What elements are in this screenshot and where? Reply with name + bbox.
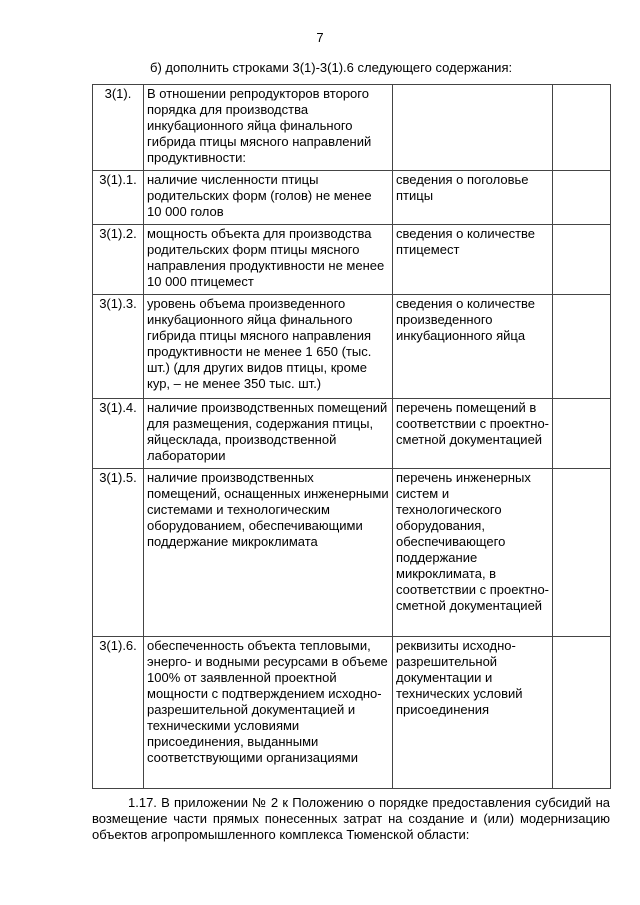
closing-text: 1.17. В приложении № 2 к Положению о порядке предоставления субсидий на возмещение части прямых понесенных затрат на создание и (или) модернизацию объектов агропромышленного комплекса Тюменской области: — [92, 795, 610, 842]
row-number: 3(1).4. — [93, 399, 144, 469]
row-criterion: уровень объема произведенного инкубационного яйца финального гибрида птицы мясного направления продуктивности не менее 1 650 (тыс. шт.) (для других видов птицы, кроме кур, – не менее 350 тыс. шт.) — [144, 295, 393, 399]
row-empty-cell — [553, 295, 611, 399]
row-number: 3(1).2. — [93, 225, 144, 295]
row-criterion: В отношении репродукторов второго порядка для производства инкубационного яйца финального гибрида птицы мясного направлений продуктивности: — [144, 85, 393, 171]
row-documents: сведения о количестве произведенного инкубационного яйца — [393, 295, 553, 399]
table-row — [93, 171, 611, 225]
row-criterion: наличие производственных помещений, оснащенных инженерными системами и технологическим оборудованием, обеспечивающими поддержание микроклимата — [144, 469, 393, 637]
row-criterion: обеспеченность объекта тепловыми, энерго- и водными ресурсами в объеме 100% от заявленной проектной мощности с подтверждением исходно-разрешительной документацией и техническими условиями присоединения, выданными соответствующими организациями — [144, 637, 393, 789]
row-documents: реквизиты исходно-разрешительной документации и технических условий присоединения — [393, 637, 553, 789]
table-row — [93, 637, 611, 789]
closing-paragraph — [92, 795, 610, 843]
row-empty-cell — [553, 85, 611, 171]
requirements-table — [92, 84, 611, 789]
row-empty-cell — [553, 399, 611, 469]
row-empty-cell — [553, 637, 611, 789]
table-row — [93, 295, 611, 399]
row-criterion: мощность объекта для производства родительских форм птицы мясного направления продуктивности не менее 10 000 птицемест — [144, 225, 393, 295]
row-empty-cell — [553, 171, 611, 225]
page-number: 7 — [316, 30, 324, 45]
row-criterion: наличие производственных помещений для размещения, содержания птицы, яйцесклада, производственной лаборатории — [144, 399, 393, 469]
table-row — [93, 85, 611, 171]
row-documents: перечень помещений в соответствии с проектно-сметной документацией — [393, 399, 553, 469]
table-row — [93, 225, 611, 295]
row-criterion: наличие численности птицы родительских форм (голов) не менее 10 000 голов — [144, 171, 393, 225]
row-documents: сведения о количестве птицемест — [393, 225, 553, 295]
row-number: 3(1).3. — [93, 295, 144, 399]
row-documents — [393, 85, 553, 171]
table-row — [93, 399, 611, 469]
row-documents: перечень инженерных систем и технологического оборудования, обеспечивающего поддержание микроклимата, в соответствии с проектно-сметной документацией — [393, 469, 553, 637]
row-number: 3(1). — [93, 85, 144, 171]
row-number: 3(1).1. — [93, 171, 144, 225]
row-empty-cell — [553, 225, 611, 295]
intro-text: б) дополнить строками 3(1)-3(1).6 следующего содержания: — [150, 60, 513, 75]
table-row — [93, 469, 611, 637]
row-number: 3(1).5. — [93, 469, 144, 637]
row-documents: сведения о поголовье птицы — [393, 171, 553, 225]
row-empty-cell — [553, 469, 611, 637]
row-number: 3(1).6. — [93, 637, 144, 789]
